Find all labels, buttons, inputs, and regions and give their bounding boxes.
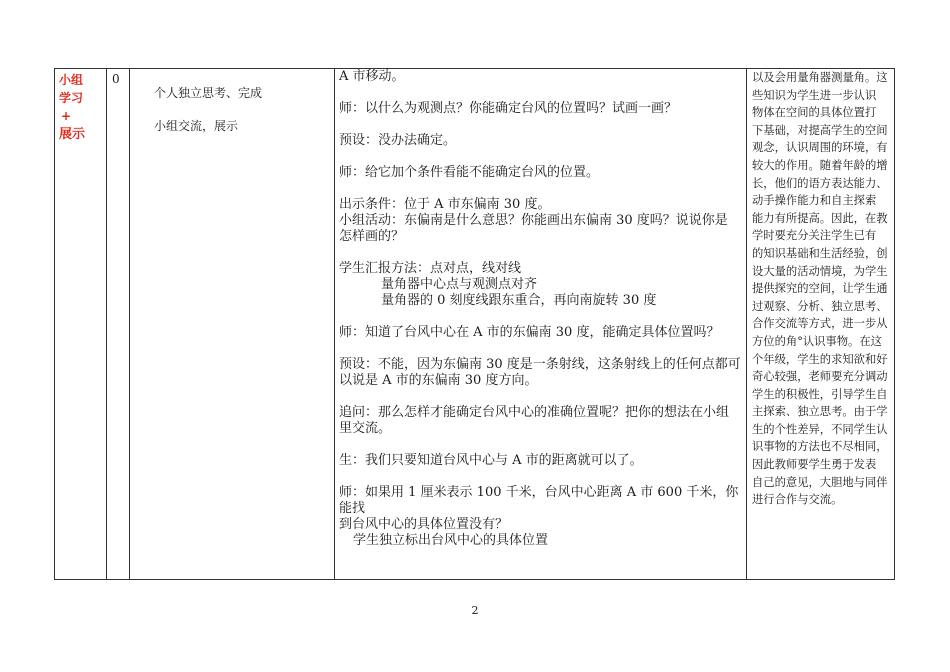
stage-line: 学习: [59, 91, 84, 105]
stage-line: 小组: [59, 73, 84, 87]
page-number: 2: [471, 604, 479, 617]
process-line: 小组活动：东偏南是什么意思？你能画出东偏南 30 度吗？说说你是: [339, 213, 728, 228]
design-line: 提供探究的空间，让学生通: [752, 282, 888, 296]
stage-line: +: [61, 109, 72, 123]
process-line: 以说是 A 市的东偏南 30 度方向。: [339, 373, 538, 388]
process-line: 里交流。: [339, 421, 392, 436]
student-activity-cell: [130, 69, 335, 580]
design-line: 识事物的方法也不尽相同，: [752, 440, 888, 454]
student-activity-item: 个人独立思考、完成: [154, 86, 263, 100]
design-intent-text: [747, 69, 894, 509]
process-line: 出示条件：位于 A 市东偏南 30 度。: [339, 197, 551, 212]
stage-line: 展示: [59, 127, 86, 142]
process-line: A 市移动。: [339, 69, 405, 84]
stage-label: [55, 69, 106, 145]
process-line: 学生汇报方法：点对点，线对线: [339, 261, 522, 276]
process-line: 学生独立标出台风中心的具体位置: [353, 533, 549, 548]
table-row: [55, 69, 895, 580]
design-line: 过观察、分析、独立思考、: [752, 299, 888, 313]
design-line: 的知识基础和生活经验，创: [752, 246, 888, 260]
process-line: 师：给它加个条件看能不能确定台风的位置。: [339, 165, 600, 180]
design-line: 奇心较强，老师要充分调动: [752, 370, 888, 384]
design-line: 生的个性差异，不同学生认: [752, 422, 888, 436]
design-line: 学时要充分关注学生已有: [752, 229, 877, 243]
time-value: 0: [112, 72, 120, 86]
design-line: 下基础，对提高学生的空间: [752, 123, 888, 137]
design-line: 观念，认识周围的环境，有: [752, 141, 888, 155]
lesson-plan-table: [54, 68, 895, 580]
process-line: 量角器的 0 刻度线跟东重合，再向南旋转 30 度: [381, 293, 657, 308]
design-line: 物体在空间的具体位置打: [752, 106, 877, 120]
stage-cell: [55, 69, 107, 580]
process-line: 预设：没办法确定。: [339, 133, 457, 148]
design-line: 设大量的活动情境，为学生: [752, 264, 888, 278]
design-line: 方位的角°认识事物。在这: [752, 334, 882, 348]
process-line: 师：以什么为观测点？你能确定台风的位置吗？试画一画？: [339, 101, 678, 116]
process-line: 怎样画的？: [339, 229, 405, 244]
teaching-process-text: [335, 69, 746, 549]
design-line: 些知识为学生进一步认识: [752, 88, 877, 102]
process-line: 追问：那么怎样才能确定台风中心的准确位置呢？把你的想法在小组: [339, 405, 730, 420]
design-line: 长，他们的语方表达能力、: [752, 176, 888, 190]
design-line: 主探索、独立思考。由于学: [752, 405, 888, 419]
design-line: 较大的作用。随着年龄的增: [752, 158, 888, 172]
time-cell: [107, 69, 130, 580]
teaching-process-cell: [335, 69, 747, 580]
design-line: 个年级，学生的求知欲和好: [752, 352, 888, 366]
design-line: 动手操作能力和自主探索: [752, 194, 877, 208]
process-line: 到台风中心的具体位置没有？: [339, 517, 509, 532]
process-line: 预设：不能，因为东偏南 30 度是一条射线，这条射线上的任何点都可: [339, 357, 741, 372]
process-line: 量角器中心点与观测点对齐: [381, 277, 538, 292]
design-line: 进行合作与交流。: [752, 493, 843, 507]
design-line: 能力有所提高。因此，在教: [752, 211, 888, 225]
design-line: 学生的积极性，引导学生自: [752, 387, 888, 401]
design-line: 自己的意见，大胆地与同伴: [752, 475, 888, 489]
design-line: 合作交流等方式，进一步从: [752, 317, 888, 331]
design-line: 以及会用量角器测量角。这: [752, 71, 888, 84]
process-line: 师：知道了台风中心在 A 市的东偏南 30 度，能确定具体位置吗？: [339, 325, 720, 340]
process-line: 生：我们只要知道台风中心与 A 市的距离就可以了。: [339, 453, 643, 468]
process-line: 师：如果用 1 厘米表示 100 千米，台风中心距离 A 市 600 千米，你能找: [339, 485, 739, 516]
design-line: 因此教师要学生勇于发表: [752, 458, 877, 472]
student-activity-item: 小组交流，展示: [154, 119, 239, 133]
design-intent-cell: [747, 69, 895, 580]
